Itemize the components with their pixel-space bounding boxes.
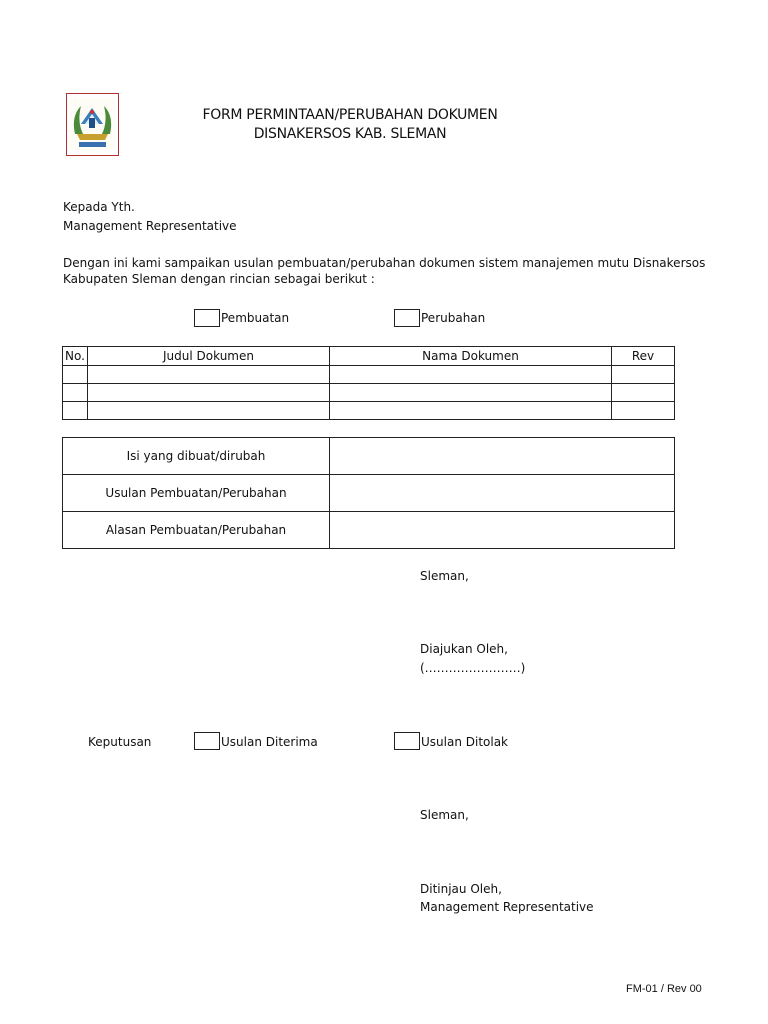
cell[interactable]: [88, 366, 330, 384]
table-header-row: [63, 347, 675, 366]
submit-signature: (……………………): [420, 661, 526, 675]
pembuatan-label: Pembuatan: [221, 311, 290, 325]
detail-label-alasan: Alasan Pembuatan/Perubahan: [63, 512, 330, 549]
perubahan-label: Perubahan: [421, 311, 486, 325]
table-row: [63, 402, 675, 420]
pembuatan-checkbox[interactable]: [194, 309, 220, 327]
document-table: [62, 346, 675, 420]
form-code: FM-01 / Rev 00: [626, 983, 702, 995]
addressee-line1: Kepada Yth.: [63, 200, 135, 214]
submit-by: Diajukan Oleh,: [420, 642, 508, 656]
cell[interactable]: [612, 402, 675, 420]
cell[interactable]: [88, 402, 330, 420]
form-title-line1: FORM PERMINTAAN/PERUBAHAN DOKUMEN: [202, 107, 498, 123]
cell[interactable]: [612, 366, 675, 384]
decision-label: Keputusan: [88, 735, 152, 749]
col-header-no: No.: [63, 347, 88, 366]
detail-table: [62, 437, 675, 549]
col-header-nama: Nama Dokumen: [330, 347, 612, 366]
cell[interactable]: [330, 402, 612, 420]
cell[interactable]: [330, 384, 612, 402]
review-by: Ditinjau Oleh,: [420, 882, 502, 896]
review-place: Sleman,: [420, 808, 469, 822]
intro-line1: Dengan ini kami sampaikan usulan pembuatan/perubahan dokumen sistem manajemen mutu Disnakersos: [63, 256, 706, 270]
perubahan-checkbox[interactable]: [394, 309, 420, 327]
cell[interactable]: [63, 366, 88, 384]
cell[interactable]: [330, 366, 612, 384]
table-row: [63, 475, 675, 512]
accepted-checkbox[interactable]: [194, 732, 220, 750]
detail-label-usulan: Usulan Pembuatan/Perubahan: [63, 475, 330, 512]
addressee-line2: Management Representative: [63, 219, 237, 233]
cell[interactable]: [612, 384, 675, 402]
detail-value-isi[interactable]: [330, 438, 675, 475]
cell[interactable]: [88, 384, 330, 402]
intro-line2: Kabupaten Sleman dengan rincian sebagai berikut :: [63, 272, 375, 286]
table-row: [63, 384, 675, 402]
sleman-emblem-logo: [66, 93, 119, 156]
col-header-rev: Rev: [612, 347, 675, 366]
table-row: [63, 438, 675, 475]
table-row: [63, 366, 675, 384]
review-role: Management Representative: [420, 900, 594, 914]
form-title-line2: DISNAKERSOS KAB. SLEMAN: [253, 126, 447, 142]
col-header-judul: Judul Dokumen: [88, 347, 330, 366]
cell[interactable]: [63, 402, 88, 420]
accepted-label: Usulan Diterima: [221, 735, 318, 749]
rejected-label: Usulan Ditolak: [421, 735, 509, 749]
detail-value-alasan[interactable]: [330, 512, 675, 549]
detail-value-usulan[interactable]: [330, 475, 675, 512]
rejected-checkbox[interactable]: [394, 732, 420, 750]
table-row: [63, 512, 675, 549]
submit-place: Sleman,: [420, 569, 469, 583]
detail-label-isi: Isi yang dibuat/dirubah: [63, 438, 330, 475]
cell[interactable]: [63, 384, 88, 402]
